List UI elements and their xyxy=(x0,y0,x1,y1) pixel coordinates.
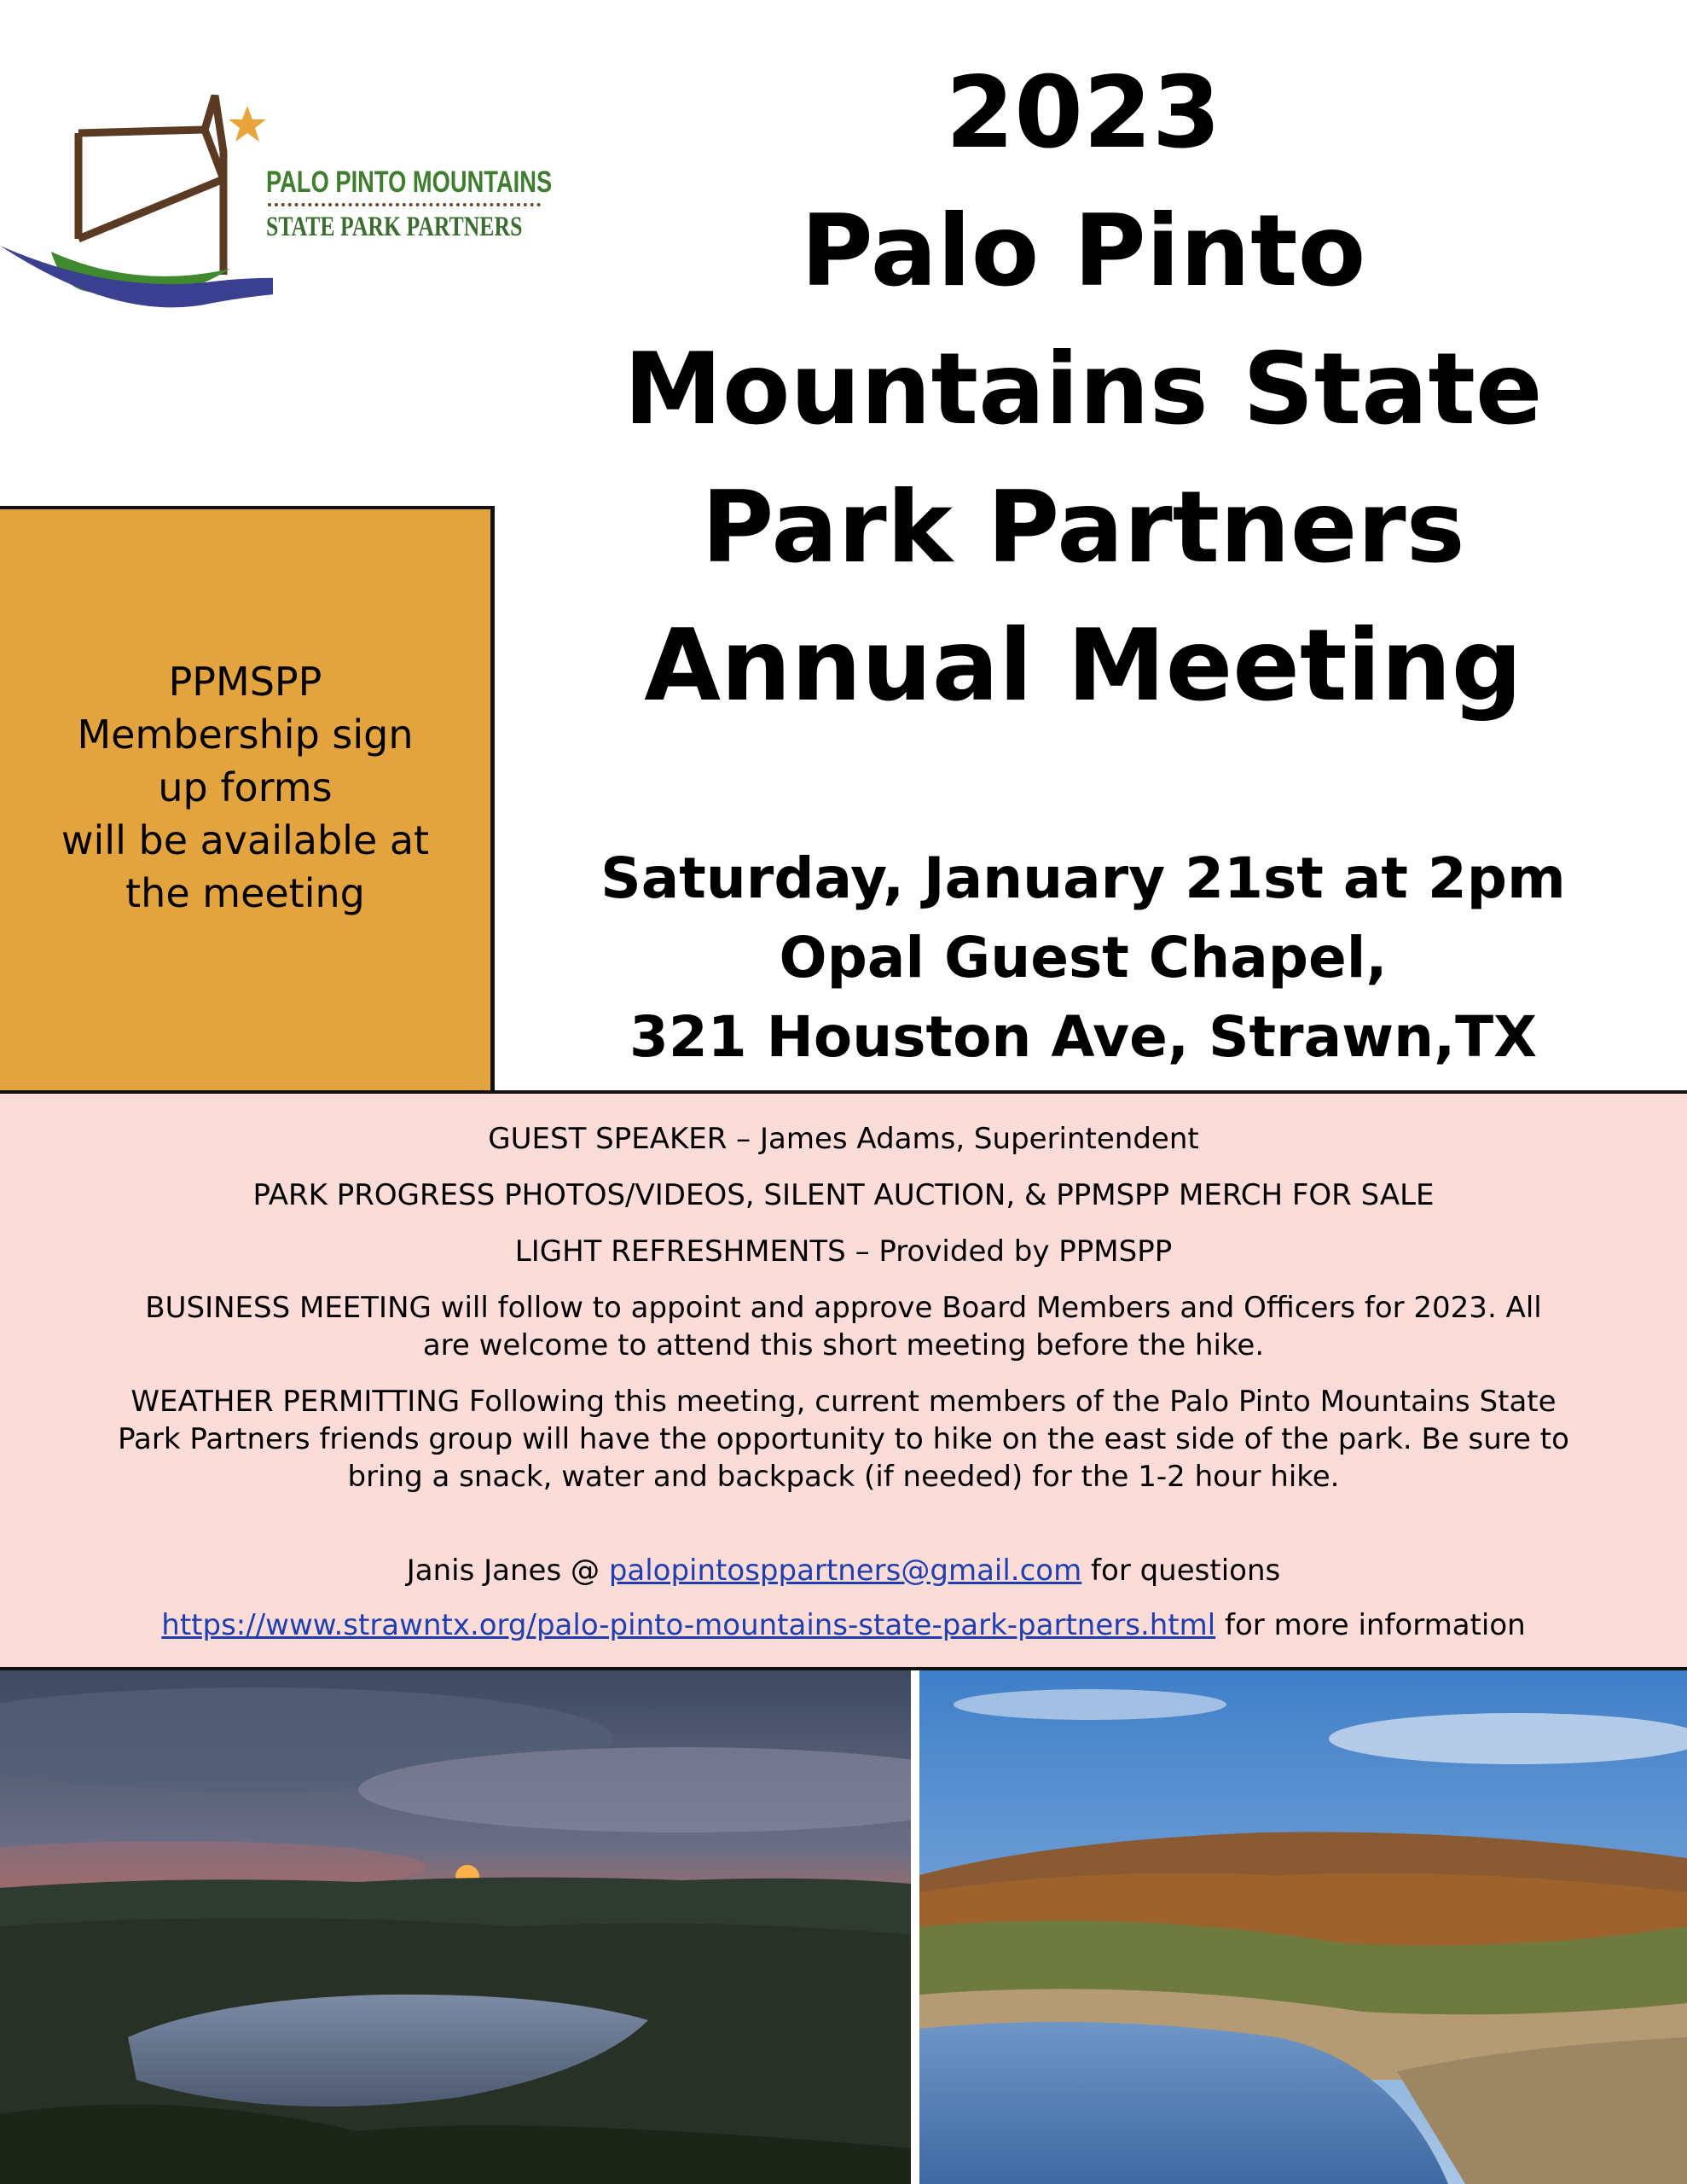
logo-graphic xyxy=(0,77,273,333)
weather-line-3: bring a snack, water and backpack (if needed) for the 1-2 hour hike. xyxy=(347,1460,1340,1494)
membership-line: PPMSPP xyxy=(168,659,322,705)
contact-line xyxy=(51,1551,1636,1590)
contact-suffix: for questions xyxy=(1081,1554,1281,1588)
membership-line: Membership sign xyxy=(77,712,414,758)
title-line: Annual Meeting xyxy=(644,608,1522,723)
membership-line: the meeting xyxy=(125,870,365,916)
info-url-link[interactable]: https://www.strawntx.org/palo-pinto-mountains-state-park-partners.html xyxy=(161,1608,1216,1642)
event-datetime: Saturday, January 21st at 2pm xyxy=(600,845,1566,911)
title-line: 2023 xyxy=(945,55,1221,171)
business-line-1: BUSINESS MEETING will follow to appoint and approve Board Members and Officers for 2023. All xyxy=(145,1291,1542,1325)
url-suffix: for more information xyxy=(1215,1608,1526,1642)
info-section xyxy=(0,1090,1687,1670)
business-line-2: are welcome to attend this short meeting before the hike. xyxy=(422,1328,1265,1362)
membership-text xyxy=(0,655,490,920)
title-line: Mountains State xyxy=(623,332,1543,447)
speaker-line: GUEST SPEAKER – James Adams, Superintendent xyxy=(488,1122,1199,1156)
sunset-lake-photo xyxy=(0,1670,911,2184)
weather-line-2: Park Partners friends group will have the opportunity to hike on the east side of the park. Be sure to xyxy=(118,1422,1569,1456)
logo-text-line2: STATE PARK PARTNERS xyxy=(266,212,523,242)
organization-logo xyxy=(0,77,563,333)
contact-email-link[interactable]: palopintosppartners@gmail.com xyxy=(608,1554,1082,1588)
autumn-scene xyxy=(919,1670,1687,2184)
event-venue: Opal Guest Chapel, xyxy=(779,925,1388,990)
url-line xyxy=(51,1606,1636,1645)
membership-line: will be available at xyxy=(61,817,430,863)
event-details xyxy=(529,839,1638,1077)
event-address: 321 Houston Ave, Strawn,TX xyxy=(629,1004,1538,1070)
photo-divider xyxy=(911,1670,919,2184)
title-line: Palo Pinto xyxy=(800,194,1366,309)
autumn-lake-photo xyxy=(919,1670,1687,2184)
activities-line: PARK PROGRESS PHOTOS/VIDEOS, SILENT AUCTION, & PPMSPP MERCH FOR SALE xyxy=(252,1178,1435,1212)
page-title xyxy=(529,44,1638,735)
contact-prefix: Janis Janes @ xyxy=(406,1554,609,1588)
membership-line: up forms xyxy=(158,764,333,810)
title-line: Park Partners xyxy=(701,470,1465,585)
logo-text-line1: PALO PINTO MOUNTAINS xyxy=(266,166,553,199)
logo-divider xyxy=(268,203,541,206)
refreshments-line: LIGHT REFRESHMENTS – Provided by PPMSPP xyxy=(514,1234,1173,1269)
sunset-scene xyxy=(0,1670,911,2184)
weather-line-1: WEATHER PERMITTING Following this meeting, current members of the Palo Pinto Mountains State xyxy=(130,1385,1557,1419)
